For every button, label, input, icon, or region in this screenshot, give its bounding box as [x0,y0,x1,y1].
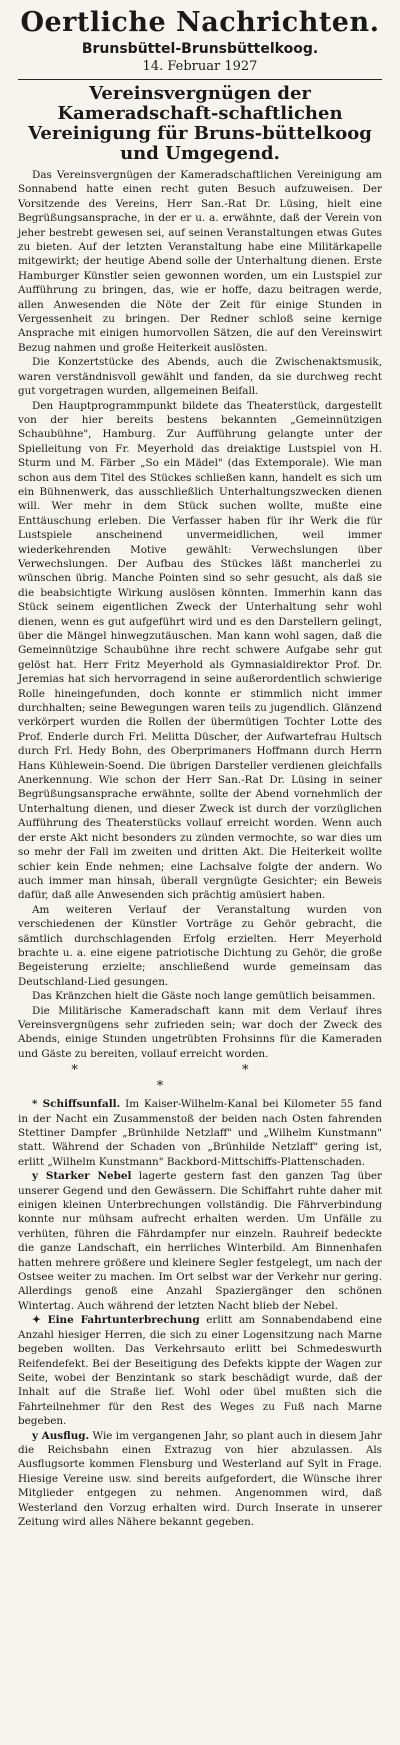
notice-excursion [18,1429,382,1530]
article-paragraph: Am weiteren Verlauf der Veranstaltung wurden von verschiedenen der Künstler Vorträge zu Gehör gebracht, die sämtlich durchschlagenden Erfolg erzielten. Herr Meyerhold brachte u. a. eine eigene patriotische Dichtung zu Gehör, die große Begeisterung erzielte; anschließend wurde gemeinsam das Deutschland-Lied gesungen. [18,903,382,988]
article-paragraph: Das Vereinsvergnügen der Kameradschaftlichen Vereinigung am Sonnabend hatte einen recht guten Besuch aufzuweisen. Der Vorsitzende des Vereins, Herr San.-Rat Dr. Lüsing, hielt eine Begrüßungsansprache, in der er u. a. erwähnte, daß der Verein von jeher bestrebt gewesen sei, auf seinen Veranstaltungen etwas Gutes zu bieten. Auf der letzten Veranstaltung habe eine Militärkapelle mitgewirkt; der heutige Abend solle der Unterhaltung dienen. Erste Hamburger Künstler seien gewonnen worden, um ein Lustspiel zur Aufführung zu bringen, das, wie er hoffe, dazu beitragen werde, allen Anwesenden die Nöte der Zeit für einige Stunden in Vergessenheit zu bringen. Der Redner schloß seine kernige Ansprache mit einigen humorvollen Sätzen, die auf den Vereinswirt Bezug nahmen und große Heiterkeit auslösten. [18,169,382,354]
issue-date: 14. Februar 1927 [142,59,258,74]
notice-text: Wie im vergangenen Jahr, so plant auch in diesem Jahr die Reichsbahn einen Extrazug von hier abzulassen. Als Ausflugsorte kommen Flensburg und Westerland auf Sylt in Frage. Hiesige Vereine usw. sind bereits aufgefordert, die Wünsche ihrer Mitglieder entgegen zu nehmen. Angenommen wird, daß Westerland den Vorzug erhalten wird. Durch Inserate in unserer Zeitung wird alles Nähere bekannt gegeben. [18,1429,382,1528]
notice-lead: ✦ Eine Fahrtunterbrechung [32,1314,200,1327]
notice-lead: y Starker Nebel [32,1170,132,1183]
notice-text: erlitt am Sonnabendabend eine Anzahl hiesiger Herren, die sich zu einer Logensitzung nach Marne begeben wollten. Das Verkehrsauto erlitt bei Schmedeswurth Reifendefekt. Bei der Beseitigung des Defekts kippte der Wagen zur Seite, wobei der Benzintank so stark beschädigt wurde, daß der Inhalt auf die Straße lief. Wohl oder übel mußten sich die Fahrteilnehmer für den Rest des Weges zu Fuß nach Marne begeben. [18,1314,382,1428]
notice-ship-accident [18,1097,382,1169]
section-separator: * * * [71,1063,329,1095]
notice-text: Im Kaiser-Wilhelm-Kanal bei Kilometer 55 fand in der Nacht ein Zusammenstoß der beiden nach Osten fahrenden Stettiner Dampfer „Brünhilde Netzlaff" und „Wilhelm Kunstmann" statt. Während der Schaden von „Brünhilde Netzlaff" gering ist, erlitt „Wilhelm Kunstmann" Backbord-Mittschiffs-Plattenschaden. [18,1098,382,1168]
article-paragraph: Den Hauptprogrammpunkt bildete das Theaterstück, dargestellt von der hier bereits bestens bekannten „Gemeinnützigen Schaubühne", Hamburg. Zur Aufführung gelangte unter der Spielleitung von Fr. Meyerhold das dreiaktige Lustspiel von H. Sturm und M. Färber „So ein Mädel" (das Extemporale). Wie man schon aus dem Titel des Stückes schließen kann, handelt es sich um ein Bühnenwerk, das ausschließlich Unterhaltungszwecken dienen will. Wer mehr in dem Stück suchen wollte, mußte eine Enttäuschung erleben. Die Verfasser haben für ihr Werk die für Lustspiele anscheinend unvermeidlichen, weil immer wiederkehrenden Motive gewählt: Verwechslungen über Verwechslungen. Der Aufbau des Stückes läßt mancherlei zu wünschen übrig. Manche Pointen sind so sehr gesucht, als daß sie die beabsichtigte Wirkung auslösen könnten. Immerhin kann das Stück seinem eigentlichen Zweck der Unterhaltung sehr wohl dienen, wenn es gut aufgeführt wird und es den Darstellern gelingt, über die Mängel hinwegzutäuschen. Man kann wohl sagen, daß die Gemeinnützige Schaubühne ihre recht schwere Aufgabe sehr gut gelöst hat. Herr Fritz Meyerhold als Gymnasialdirektor Prof. Dr. Jeremias hat sich hervorragend in seine außerordentlich schwierige Rolle hineingefunden, doch konnte er stimmlich nicht immer durchhalten; seine Bewegungen waren teils zu jugendlich. Glänzend verkörpert wurden die Rollen der übermütigen Tochter Lotte des Prof. Enderle durch Frl. Melitta Düscher, der Aufwartefrau Hultsch durch Frl. Hedy Bohn, des Oberprimaners Hoffmann durch Herrn Hans Kühlewein-Soend. Die übrigen Darsteller verdienen gleichfalls Anerkennung. Wie schon der Herr San.-Rat Dr. Lüsing in seiner Begrüßungsansprache erwähnte, sollte der Abend vornehmlich der Unterhaltung dienen, und dieser Zweck ist durch der vorzüglichen Aufführung des Theaterstücks vollauf erreicht worden. Wenn auch der erste Akt nicht besonders zu zünden vermochte, so war dies um so mehr der Fall im zweiten und dritten Akt. Die Heiterkeit wollte schier kein Ende nehmen; eine Lachsalve folgte der andern. Wo auch immer man hinsah, überall vergnügte Gesichter; ein Beweis dafür, daß alle Anwesenden sich prächtig amüsiert haben. [18,399,382,902]
article-body [18,168,382,1061]
notice-fog [18,1169,382,1313]
local-notices [18,1097,382,1529]
article-paragraph: Die Konzertstücke des Abends, auch die Zwischenaktsmusik, waren verständnisvoll gewählt und fanden, da sie durchweg recht gut vorgetragen wurden, allgemeinen Beifall. [18,356,382,398]
article-headline: Vereinsvergnügen der Kameradschaft-schaftlichen Vereinigung für Bruns-büttelkoog und Umgegend. [28,83,372,164]
notice-lead: * Schiffsunfall. [32,1098,121,1111]
notice-lead: y Ausflug. [32,1429,90,1442]
article-paragraph: Das Kränzchen hielt die Gäste noch lange gemütlich beisammen. [32,990,376,1003]
notice-trip-interruption [18,1313,382,1428]
locality-subhead: Brunsbüttel-Brunsbüttelkoog. [81,41,319,57]
section-masthead: Oertliche Nachrichten. [20,7,380,38]
header-rule [18,79,382,80]
article-paragraph: Die Militärische Kameradschaft kann mit dem Verlauf ihres Vereinsvergnügens sehr zufrieden sein; war doch der Zweck des Abends, einige Stunden ungetrübten Frohsinns für die Kameraden und Gäste zu bereiten, vollauf erreicht worden. [18,1004,382,1060]
notice-text: lagerte gestern fast den ganzen Tag über unserer Gegend und den Gewässern. Die Schiffahrt ruhte daher mit einigen kleinen Unterbrechungen vollständig. Die Fährverbindung konnte nur mühsam aufrecht erhalten werden. Um Unfälle zu verhüten, führen die Fährdampfer nur einzeln. Rauhreif bedeckte die ganze Landschaft, ein herrliches Winterbild. Am Binnenhafen hatten mehrere größere und kleinere Segler festgelegt, um nach der Ostsee weiter zu machen. Im Ort selbst war der Verkehr nur gering. Allerdings genoß eine Anzahl Spaziergänger den schönen Wintertag. Auch während der letzten Nacht blieb der Nebel. [18,1170,382,1312]
